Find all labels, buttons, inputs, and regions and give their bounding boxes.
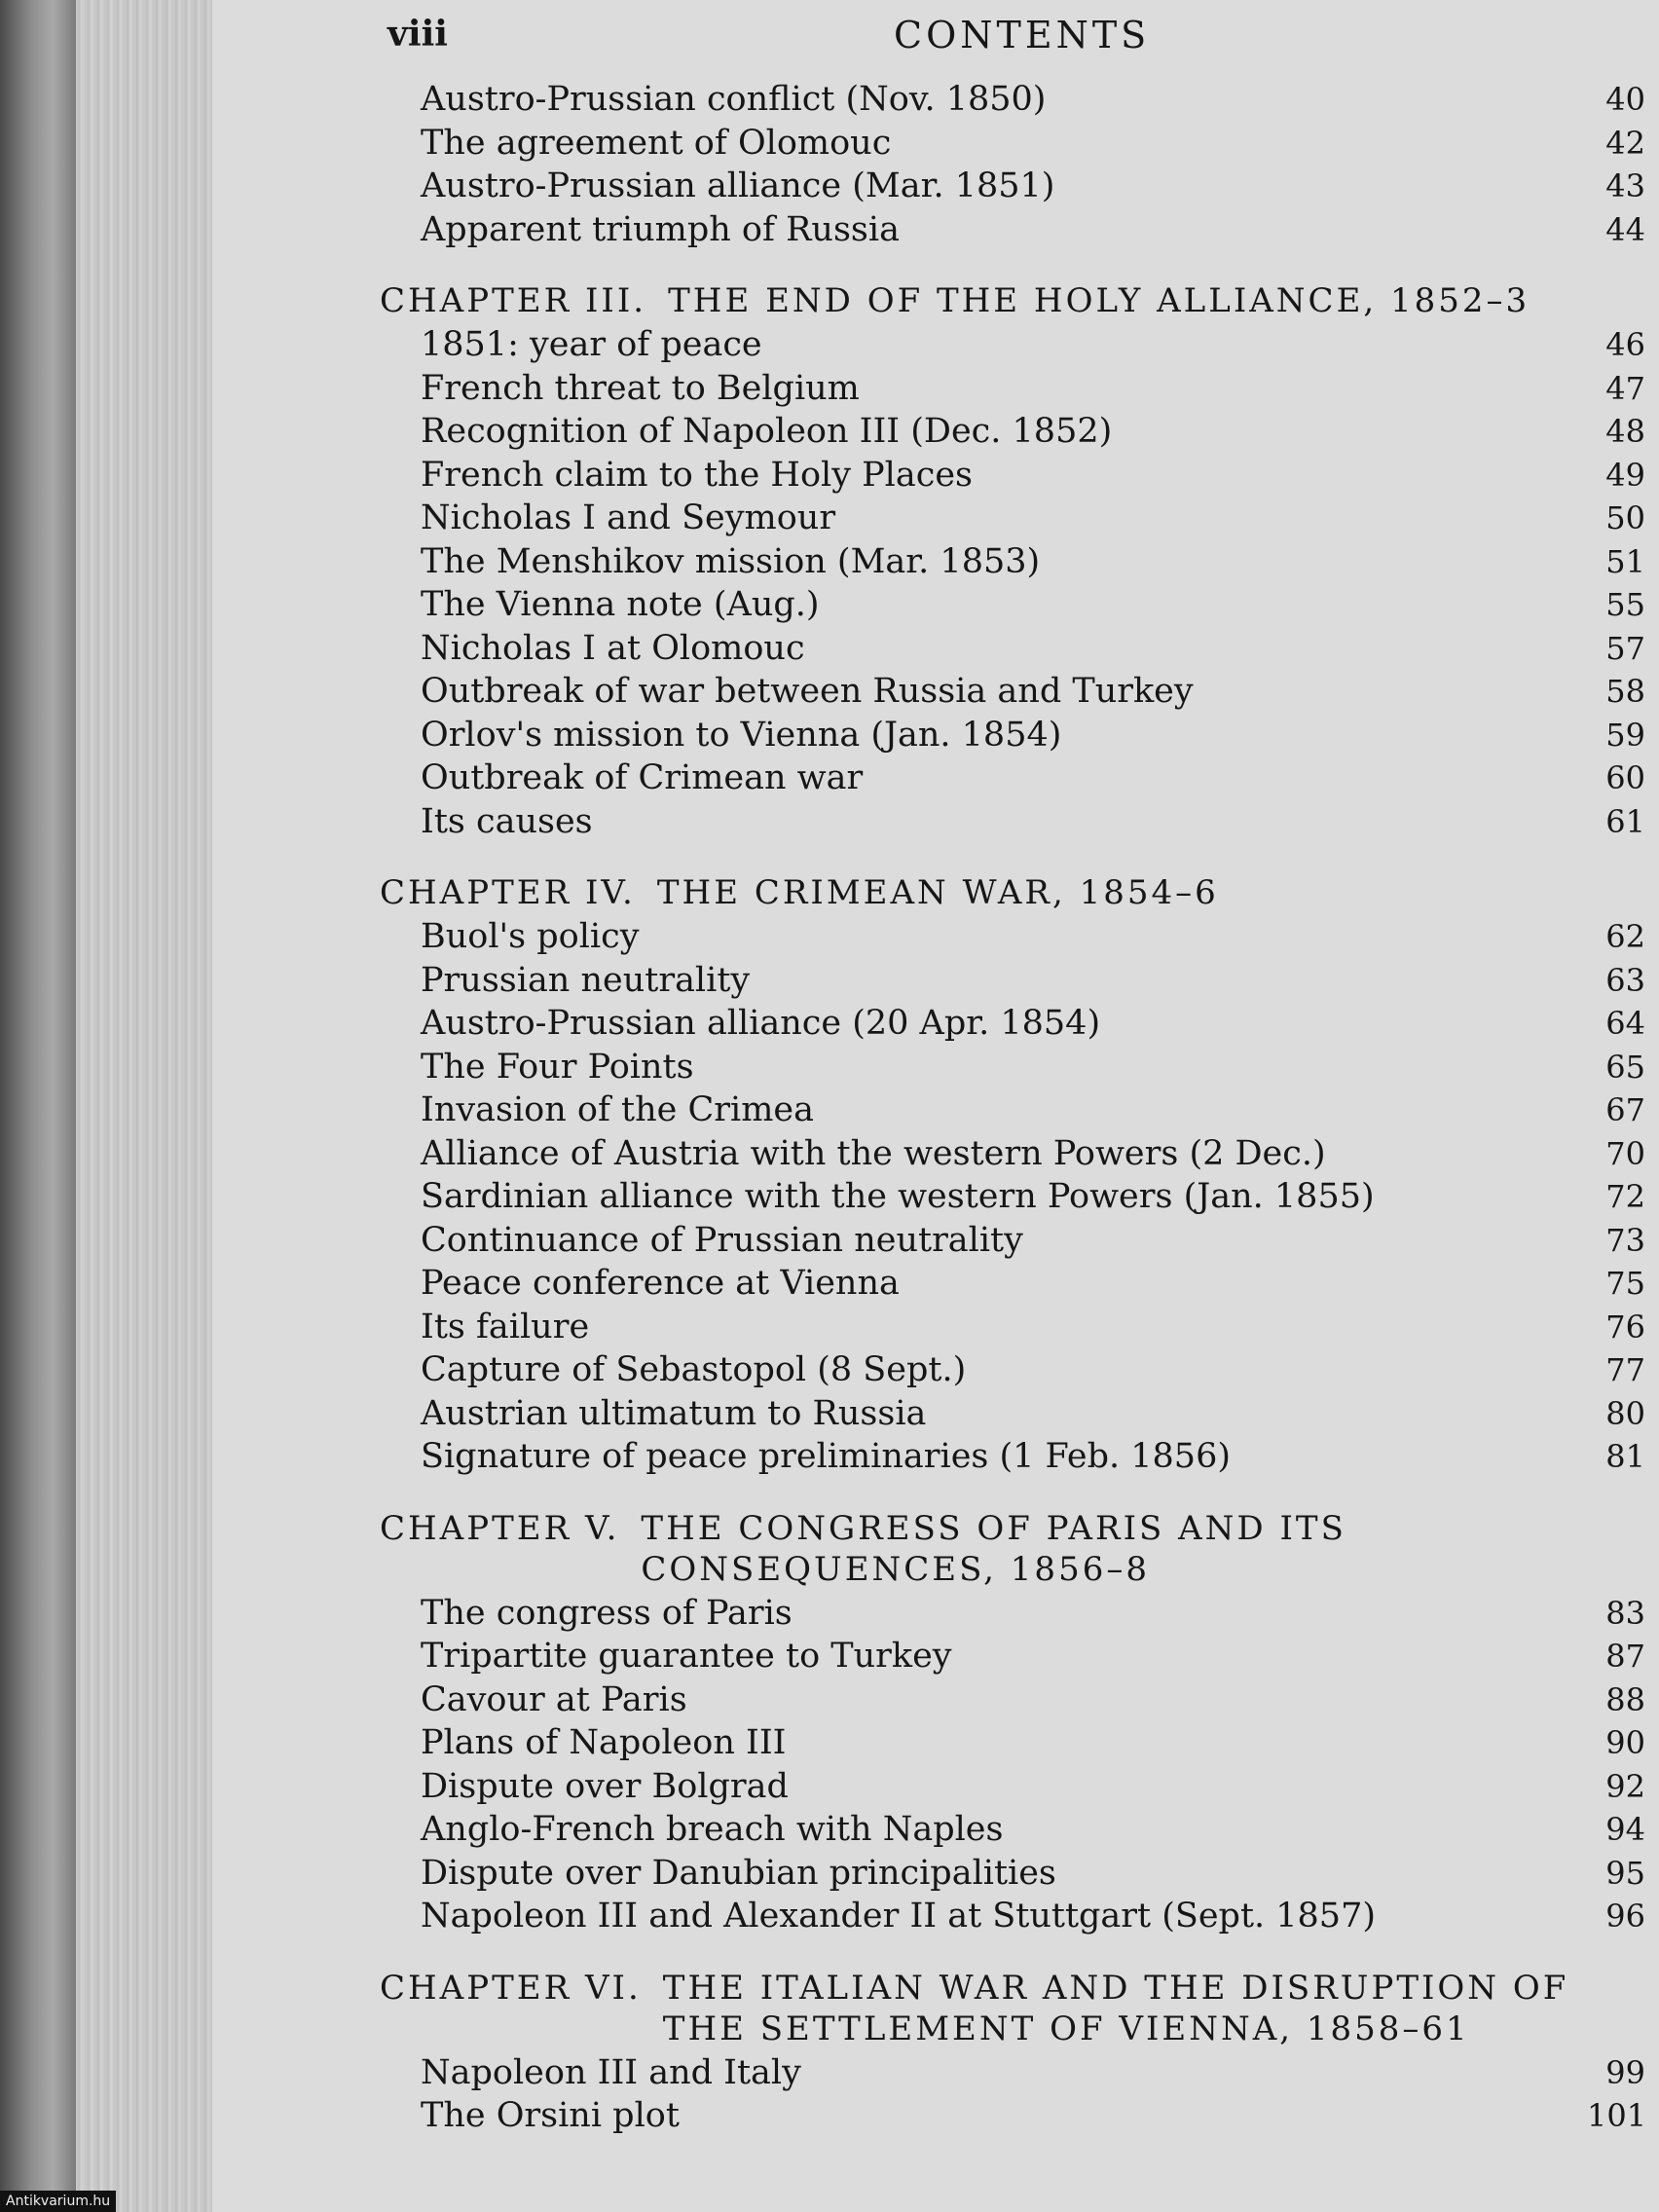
toc-entry-page: 47 xyxy=(1605,369,1645,407)
toc-entry xyxy=(380,1852,1645,1896)
book-spine xyxy=(0,0,76,2212)
toc-entry-title: Invasion of the Crimea xyxy=(421,1090,814,1129)
toc-entry-page: 94 xyxy=(1605,1811,1645,1848)
toc-entry-title: The Vienna note (Aug.) xyxy=(421,585,820,624)
toc-entry-page: 46 xyxy=(1605,326,1645,363)
toc-entry xyxy=(380,165,1645,208)
toc-entry-page: 63 xyxy=(1605,961,1645,999)
toc-entry-page: 49 xyxy=(1605,456,1645,494)
toc-entry xyxy=(380,1262,1645,1306)
toc-entry xyxy=(380,714,1645,757)
toc-entry-page: 57 xyxy=(1605,629,1645,667)
toc-entry xyxy=(380,2051,1645,2095)
toc-entry-title: Prussian neutrality xyxy=(421,960,751,1000)
toc-entry xyxy=(380,1592,1645,1636)
toc-entry-page: 88 xyxy=(1605,1680,1645,1718)
watermark: Antikvarium.hu xyxy=(0,2191,116,2212)
chapter-title: THE CONGRESS OF PARIS AND ITS CONSEQUENCES, 1856–8 xyxy=(641,1508,1346,1589)
toc-entry xyxy=(380,915,1645,959)
toc-entry xyxy=(380,1348,1645,1392)
toc-entry xyxy=(380,627,1645,671)
toc-entry-page: 80 xyxy=(1605,1394,1645,1432)
toc-entry-title: Its failure xyxy=(421,1307,590,1346)
toc-entry xyxy=(380,1435,1645,1479)
toc-entry-title: Recognition of Napoleon III (Dec. 1852) xyxy=(421,412,1113,451)
toc-entry xyxy=(380,122,1645,166)
toc-entry xyxy=(380,540,1645,584)
toc-entry-title: Dispute over Danubian principalities xyxy=(421,1853,1056,1893)
toc-entry-title: Austro-Prussian alliance (Mar. 1851) xyxy=(421,166,1055,205)
toc-entry xyxy=(380,1175,1645,1219)
toc-entry xyxy=(380,78,1645,122)
toc-entry-page: 64 xyxy=(1605,1005,1645,1042)
toc-entry-page: 70 xyxy=(1605,1134,1645,1172)
toc-entry-page: 60 xyxy=(1605,759,1645,796)
toc-entry-title: Plans of Napoleon III xyxy=(421,1723,787,1762)
toc-entry xyxy=(380,1306,1645,1349)
toc-entry-title: Orlov's mission to Vienna (Jan. 1854) xyxy=(421,715,1062,755)
chapter-heading xyxy=(380,280,1645,321)
chapter-title: THE CRIMEAN WAR, 1854–6 xyxy=(656,873,1219,912)
toc-entry xyxy=(380,2094,1645,2138)
toc-entry xyxy=(380,670,1645,714)
chapter-heading xyxy=(380,872,1645,913)
toc-entry xyxy=(380,208,1645,252)
toc-entry-page: 55 xyxy=(1605,586,1645,623)
toc-entry-title: Capture of Sebastopol (8 Sept.) xyxy=(421,1350,967,1389)
toc-entry-page: 51 xyxy=(1605,542,1645,580)
toc-entry-title: Outbreak of Crimean war xyxy=(421,758,864,797)
toc-entry-title: Austrian ultimatum to Russia xyxy=(421,1393,927,1433)
toc-entry-title: Continuance of Prussian neutrality xyxy=(421,1220,1023,1260)
toc-entry-title: The Four Points xyxy=(421,1047,694,1087)
toc-entry-title: French claim to the Holy Places xyxy=(421,455,973,495)
chapter-label: CHAPTER IV. xyxy=(380,873,636,912)
chapter-heading xyxy=(380,1508,1645,1590)
toc-entry-page: 77 xyxy=(1605,1351,1645,1388)
toc-entry xyxy=(380,800,1645,844)
toc-entry xyxy=(380,497,1645,540)
toc-entry-page: 90 xyxy=(1605,1724,1645,1761)
toc-entry-title: Austro-Prussian conflict (Nov. 1850) xyxy=(421,80,1047,119)
toc-entry xyxy=(380,1635,1645,1678)
page-edges xyxy=(76,0,212,2212)
toc-entry-page: 42 xyxy=(1605,124,1645,162)
toc-entry-page: 67 xyxy=(1605,1091,1645,1128)
chapter-label: CHAPTER VI. xyxy=(380,1968,642,2008)
toc-entry-page: 96 xyxy=(1605,1898,1645,1935)
toc-entry-title: Tripartite guarantee to Turkey xyxy=(421,1637,952,1676)
toc-entry xyxy=(380,367,1645,411)
page-number: viii xyxy=(387,14,448,55)
toc-entry-title: Alliance of Austria with the western Powers (2 Dec.) xyxy=(421,1133,1326,1173)
toc-entry-page: 73 xyxy=(1605,1221,1645,1259)
chapter-title: THE ITALIAN WAR AND THE DISRUPTION OF THE SETTLEMENT OF VIENNA, 1858–61 xyxy=(662,1968,1569,2048)
toc-entry-title: Dispute over Bolgrad xyxy=(421,1766,789,1806)
toc-entry-page: 40 xyxy=(1605,81,1645,118)
toc-entry-title: Apparent triumph of Russia xyxy=(421,209,900,249)
toc-entry-page: 101 xyxy=(1587,2097,1647,2134)
toc-entry-page: 72 xyxy=(1605,1178,1645,1215)
toc-entry-page: 43 xyxy=(1605,167,1645,204)
page-header xyxy=(387,14,1653,62)
chapter-label: CHAPTER V. xyxy=(380,1508,620,1548)
table-of-contents xyxy=(380,78,1645,2138)
toc-entry-title: Napoleon III and Italy xyxy=(421,2052,801,2092)
toc-entry-page: 75 xyxy=(1605,1265,1645,1302)
toc-entry-page: 44 xyxy=(1605,210,1645,248)
toc-entry xyxy=(380,1895,1645,1938)
toc-entry-page: 61 xyxy=(1605,802,1645,840)
toc-entry-page: 87 xyxy=(1605,1638,1645,1675)
toc-entry-page: 99 xyxy=(1605,2053,1645,2091)
toc-entry-page: 65 xyxy=(1605,1048,1645,1086)
toc-entry-title: Signature of peace preliminaries (1 Feb. 1856) xyxy=(421,1437,1232,1476)
toc-entry xyxy=(380,1088,1645,1132)
toc-entry xyxy=(380,1132,1645,1176)
toc-entry-title: Buol's policy xyxy=(421,917,640,956)
toc-entry-page: 76 xyxy=(1605,1308,1645,1346)
chapter-heading xyxy=(380,1968,1645,2049)
toc-entry xyxy=(380,1808,1645,1852)
toc-entry xyxy=(380,323,1645,367)
toc-entry xyxy=(380,454,1645,498)
toc-entry-title: The congress of Paris xyxy=(421,1593,793,1633)
toc-entry-page: 48 xyxy=(1605,413,1645,450)
page-title: CONTENTS xyxy=(894,14,1151,56)
toc-entry xyxy=(380,1219,1645,1263)
toc-entry-page: 95 xyxy=(1605,1854,1645,1892)
toc-entry-title: Napoleon III and Alexander II at Stuttgart (Sept. 1857) xyxy=(421,1897,1376,1936)
toc-entry-title: The Orsini plot xyxy=(421,2096,680,2135)
toc-entry-title: Outbreak of war between Russia and Turkey xyxy=(421,672,1194,711)
toc-entry-title: Sardinian alliance with the western Powers (Jan. 1855) xyxy=(421,1177,1375,1216)
toc-entry-title: Nicholas I and Seymour xyxy=(421,498,836,537)
toc-entry-page: 50 xyxy=(1605,499,1645,536)
toc-entry-title: Anglo-French breach with Naples xyxy=(421,1810,1004,1849)
toc-entry-title: French threat to Belgium xyxy=(421,368,860,408)
toc-entry-title: The agreement of Olomouc xyxy=(421,123,892,163)
toc-entry-title: Austro-Prussian alliance (20 Apr. 1854) xyxy=(421,1004,1101,1043)
toc-entry xyxy=(380,1721,1645,1765)
toc-entry xyxy=(380,1392,1645,1436)
toc-entry-page: 62 xyxy=(1605,918,1645,955)
toc-entry-title: Peace conference at Vienna xyxy=(421,1264,900,1303)
toc-entry-page: 59 xyxy=(1605,716,1645,754)
toc-entry-page: 92 xyxy=(1605,1767,1645,1805)
toc-entry xyxy=(380,583,1645,627)
toc-entry-title: Nicholas I at Olomouc xyxy=(421,628,805,668)
toc-entry xyxy=(380,756,1645,800)
toc-entry-title: 1851: year of peace xyxy=(421,325,762,364)
toc-entry-title: The Menshikov mission (Mar. 1853) xyxy=(421,541,1041,581)
toc-entry-title: Cavour at Paris xyxy=(421,1679,687,1719)
toc-entry xyxy=(380,410,1645,454)
toc-entry xyxy=(380,1046,1645,1089)
toc-entry xyxy=(380,1002,1645,1046)
toc-entry xyxy=(380,1678,1645,1722)
toc-entry-page: 83 xyxy=(1605,1594,1645,1632)
chapter-label: CHAPTER III. xyxy=(380,281,647,320)
toc-entry xyxy=(380,959,1645,1003)
toc-entry-page: 58 xyxy=(1605,673,1645,710)
chapter-title: THE END OF THE HOLY ALLIANCE, 1852–3 xyxy=(668,281,1530,320)
toc-entry xyxy=(380,1765,1645,1809)
toc-entry-page: 81 xyxy=(1605,1438,1645,1475)
toc-entry-title: Its causes xyxy=(421,801,593,841)
